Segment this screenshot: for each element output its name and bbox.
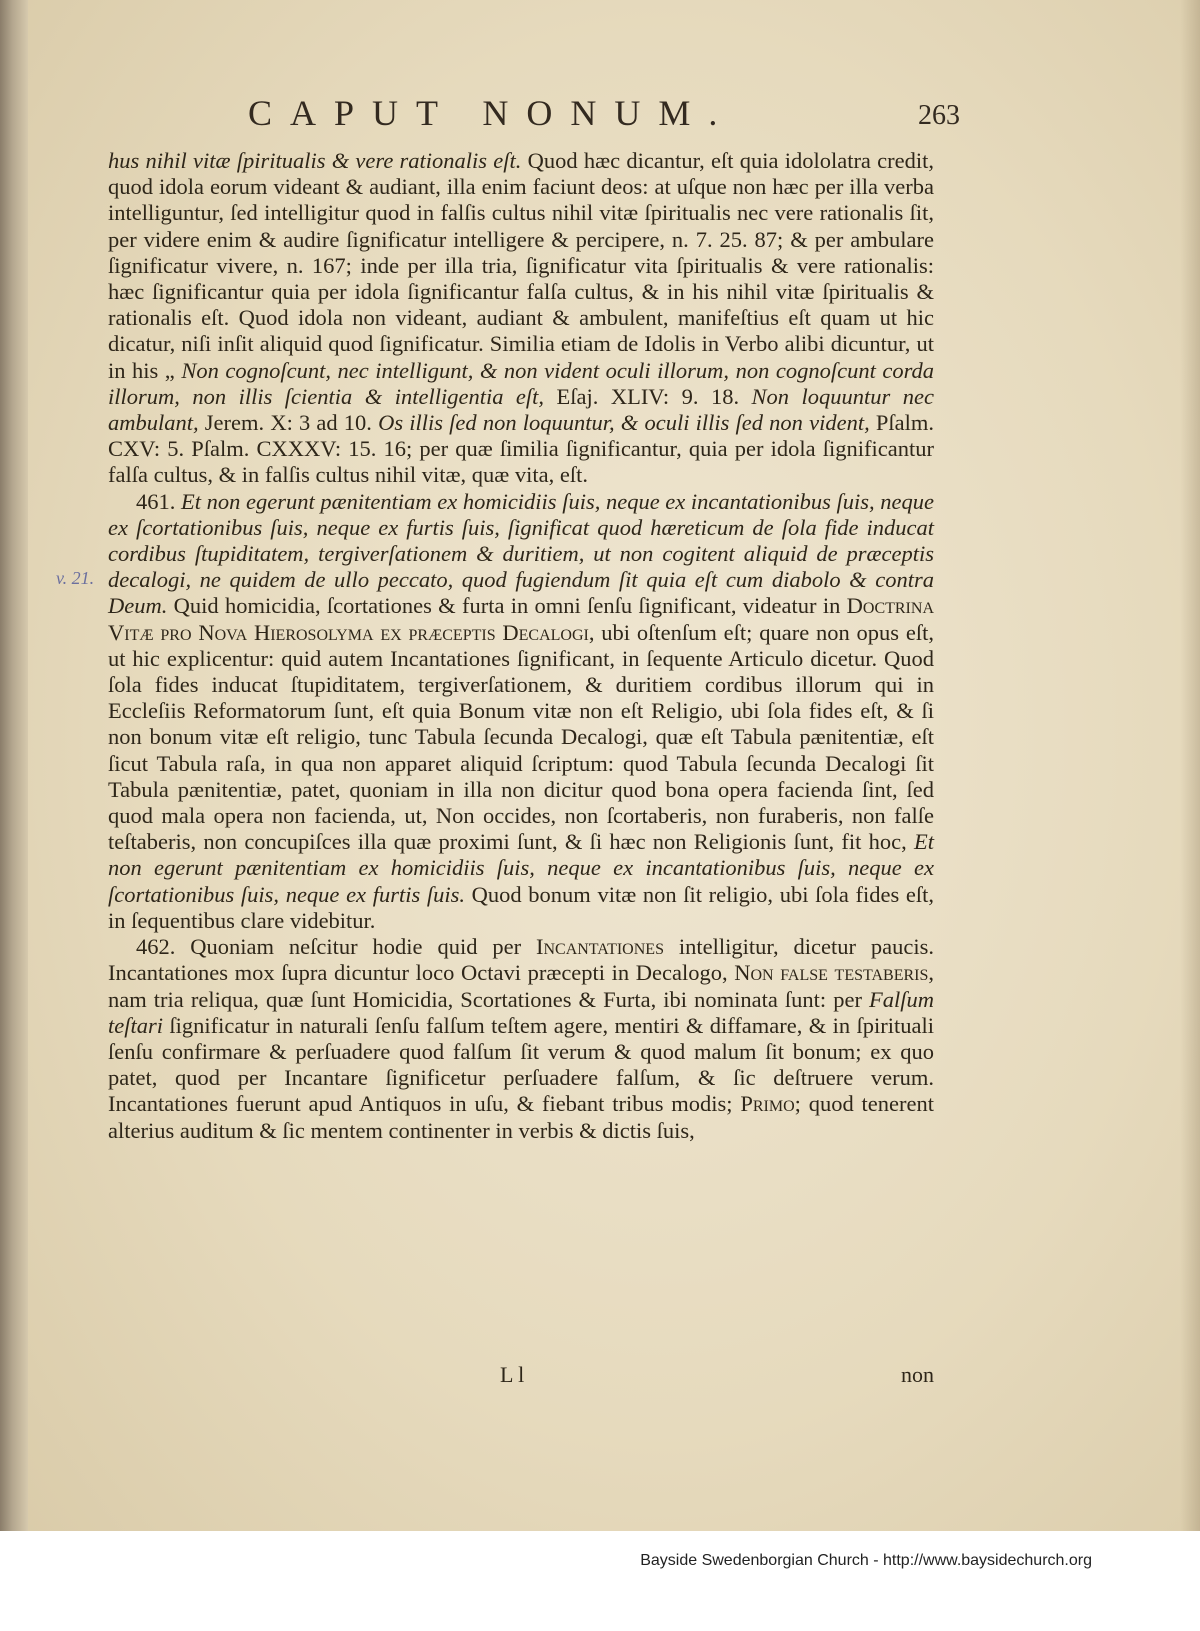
page-edge-shadow	[1180, 0, 1200, 1631]
roman-text: Quoniam neſcitur hodie quid per	[175, 934, 522, 960]
small-caps-title: Doctrina Vitæ pro Nova Hierosolyma ex præceptis Decalogi	[108, 593, 934, 645]
roman-text: , nam tria reliqua, quæ ſunt Homicidia, Scortationes & Furta, ibi nominata ſunt: per	[108, 960, 935, 1012]
italic-text: Et non egerunt pænitentiam ex homicidiis ſuis, neque ex incantationibus ſuis, neque ex ſcortationibus ſuis, neque ex furtis ſuis, ſignificat quod hæreticum de ſola fide inducat cordibus ſtupiditatem, tergiverſationem & duritiem, ut non cogitent aliquid de præceptis decalogi, ne quidem de ullo peccato, quod fugiendum ſit quia eſt cum diabolo & contra Deum.	[108, 488, 935, 619]
small-caps-term: Non falſe teſtaberis	[727, 960, 929, 986]
roman-text: Quod hæc dicantur, eſt quia idololatra credit, quod idola eorum videant & audiant, illa enim faciunt deos: at uſque non hæc per illa verba intelliguntur, ſed intelligitur quod in falſis cultus nihil vitæ ſpiritualis nec vere rationalis ſit, per videre enim & audire ſignificatur intelligere & percipere, n. 7. 25. 87; & per ambulare ſignificatur vivere, n. 167; inde per illa tria, ſignificatur vita ſpiritualis & vere rationalis: hæc ſignificantur quia per idola ſignificantur falſa cultus, & in his nihil vitæ ſpiritualis & rationalis eſt. Quod idola non videant, audiant & ambulent, manifeſtius eſt quam ut hic dicatur, niſi inſit aliquid quod ſignificatur. Similia etiam de Idolis in Verbo alibi dicuntur, ut in his „	[108, 148, 934, 383]
body-text	[108, 148, 934, 1144]
small-caps-term: Incantationes	[521, 934, 664, 960]
footer-band	[0, 1531, 1200, 1631]
roman-text: ſignificatur in naturali ſenſu falſum teſtem agere, mentiri & diffamare, & in ſpirituali ſenſu confirmare & perſuadere quod falſum ſit verum & quod malum ſit bonum; ex quo patet, quod per Incantare ſignificetur perſuadere falſum, & ſic deſtruere verum. Incantationes fuerunt apud Antiquos in uſu, & fiebant tribus modis;	[108, 1012, 934, 1117]
roman-text: Quod bonum vitæ non ſit religio, ubi ſola fides eſt, in ſequentibus clare videbitur.	[108, 881, 934, 933]
page-catchline	[108, 1362, 934, 1392]
paragraph-461	[108, 489, 934, 934]
catchword: non	[901, 1362, 934, 1387]
page-number: 263	[918, 100, 960, 131]
signature-mark: L l	[500, 1362, 525, 1387]
paragraph-number: 462.	[136, 934, 176, 960]
italic-text: hus nihil vitæ ſpiritualis & vere rationalis eſt.	[108, 148, 522, 173]
scripture-quote: Os illis ſed non loquuntur, & oculi illis ſed non vident,	[371, 410, 870, 436]
scripture-quote: Non cognoſcunt, nec intelligunt, & non vident oculi illorum, non cognoſcunt corda illorum, non illis ſcientia & intelligentia eſt,	[108, 357, 934, 409]
roman-text: , ubi oſtenſum eſt; quare non opus eſt, ut hic explicentur: quid autem Incantationes ſignificant, in ſequente Articulo dicetur. Quod ſola fides inducat ſtupiditatem, tergiverſationem, & duritiem cordibus illorum qui in Eccleſiis Reformatorum ſunt, eſt quia Bonum vitæ non eſt Religio, ubi ſola fides eſt, & ſi non bonum vitæ eſt religio, tunc Tabula ſecunda Decalogi, quæ eſt Tabula pænitentiæ, eſt ſicut Tabula raſa, in qua non apparet aliquid ſcriptum: quod Tabula ſecunda Decalogi ſit Tabula pænitentiæ, patet, quoniam in illa non dicitur quod bona opera facienda ſint, ſed quod mala opera non facienda, ut, Non occides, non ſcortaberis, non furaberis, non falſe teſtaberis, non concupiſces illa quæ proximi ſunt, & ſi hæc non Religionis ſunt, fit hoc,	[108, 619, 934, 855]
paragraph-number: 461.	[136, 488, 176, 514]
paragraph-continuation	[108, 148, 934, 489]
paragraph-462	[108, 934, 934, 1144]
roman-text: ; quod tenerent alterius auditum & ſic mentem continenter in verbis & dictis ſuis,	[108, 1091, 934, 1143]
margin-annotation: v. 21.	[56, 568, 95, 588]
roman-text: Pſalm. CXV: 5. Pſalm. CXXXV: 15. 16; per quæ ſimilia ſignificantur, quia per idola ſignificantur falſa cultus, & in falſis cultus nihil vitæ, quæ vita, eſt.	[108, 410, 934, 488]
book-spine-shadow	[0, 0, 28, 1631]
italic-text: Falſum teſtari	[108, 986, 935, 1038]
roman-text: Quid homicidia, ſcortationes & furta in omni ſenſu ſignificant, videatur in	[167, 593, 841, 619]
scripture-reference: Eſaj. XLIV: 9. 18.	[544, 383, 740, 409]
footer-credit: Bayside Swedenborgian Church - http://www.baysidechurch.org	[640, 1552, 1092, 1569]
scripture-quote: Non loquuntur nec ambulant,	[108, 383, 934, 436]
roman-text: intelligitur, dicetur paucis. Incantationes mox ſupra dicuntur loco Octavi præcepti in Decalogo,	[108, 934, 934, 986]
italic-text: Et non egerunt pænitentiam ex homicidiis ſuis, neque ex incantationibus ſuis, neque ex ſcortationibus ſuis, neque ex furtis ſuis.	[108, 829, 935, 907]
small-caps-term: Primo	[732, 1091, 795, 1117]
page-header	[248, 92, 968, 142]
scripture-reference: Jerem. X: 3 ad 10.	[198, 410, 372, 436]
running-head: CAPUT NONUM.	[248, 93, 736, 133]
